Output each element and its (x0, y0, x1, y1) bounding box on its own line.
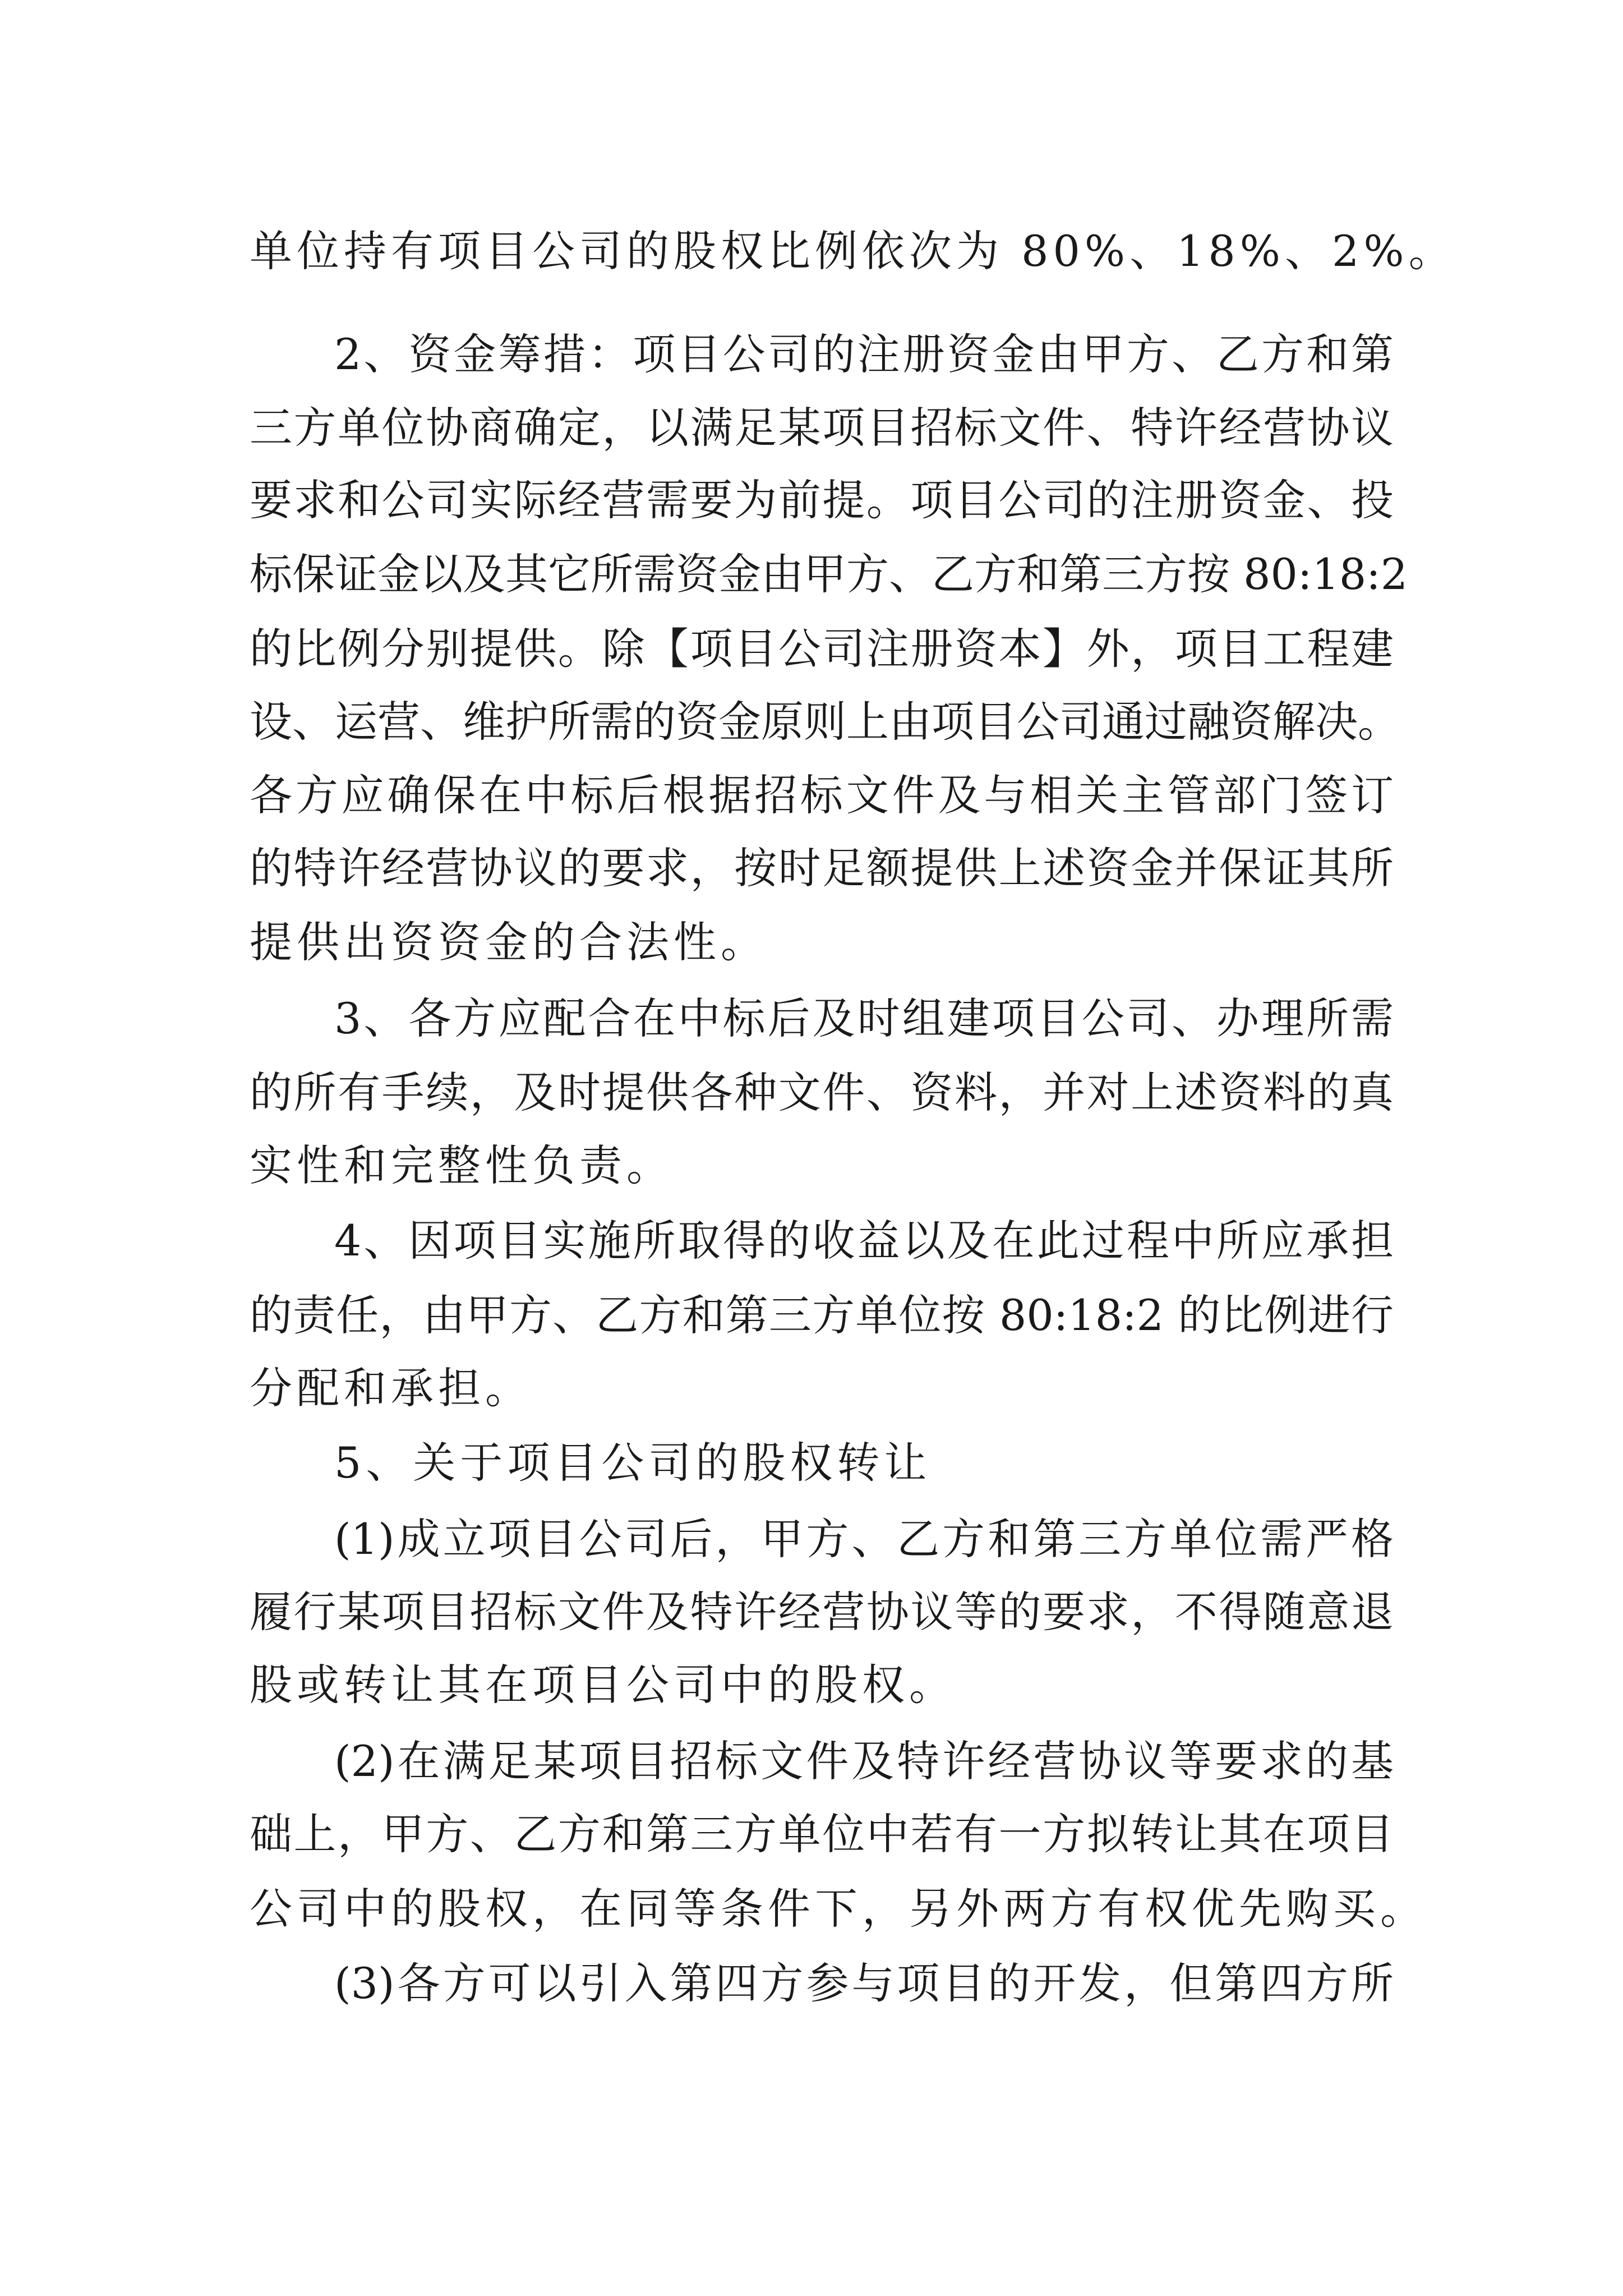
text-line: 各方应确保在中标后根据招标文件及与相关主管部门签订 (250, 770, 1394, 820)
text-line: 的特许经营协议的要求，按时足额提供上述资金并保证其所 (250, 843, 1394, 893)
text-line: 的责任，由甲方、乙方和第三方单位按 80:18:2 的比例进行 (250, 1290, 1394, 1340)
text-line: 设、运营、维护所需的资金原则上由项目公司通过融资解决。 (250, 697, 1400, 747)
text-line: 2、资金筹措：项目公司的注册资金由甲方、乙方和第 (334, 329, 1394, 379)
text-line: 标保证金以及其它所需资金由甲方、乙方和第三方按 80:18:2 (250, 549, 1408, 599)
text-line: 5、关于项目公司的股权转让 (334, 1438, 932, 1488)
text-line: 三方单位协商确定，以满足某项目招标文件、特许经营协议 (250, 403, 1394, 453)
text-line: (1)成立项目公司后，甲方、乙方和第三方单位需严格 (334, 1514, 1394, 1564)
text-line: 分配和承担。 (250, 1363, 532, 1413)
text-line: 股或转让其在项目公司中的股权。 (250, 1660, 956, 1710)
text-line: 3、各方应配合在中标后及时组建项目公司、办理所需 (334, 993, 1394, 1043)
text-line: 单位持有项目公司的股权比例依次为 80%、18%、2%。 (250, 226, 1456, 276)
text-line: 要求和公司实际经营需要为前提。项目公司的注册资金、投 (250, 475, 1394, 525)
text-line: 履行某项目招标文件及特许经营协议等的要求，不得随意退 (250, 1587, 1394, 1637)
text-line: 础上，甲方、乙方和第三方单位中若有一方拟转让其在项目 (250, 1809, 1394, 1859)
text-line: 实性和完整性负责。 (250, 1140, 674, 1190)
text-line: 公司中的股权，在同等条件下，另外两方有权优先购买。 (250, 1884, 1427, 1934)
text-line: (2)在满足某项目招标文件及特许经营协议等要求的基 (334, 1736, 1394, 1786)
text-line: 4、因项目实施所取得的收益以及在此过程中所应承担 (334, 1216, 1394, 1266)
text-line: 提供出资资金的合法性。 (250, 917, 768, 967)
text-line: (3)各方可以引入第四方参与项目的开发，但第四方所 (334, 1958, 1394, 2008)
text-line: 的所有手续，及时提供各种文件、资料，并对上述资料的真 (250, 1068, 1394, 1117)
text-line: 的比例分别提供。除【项目公司注册资本】外，项目工程建 (250, 624, 1394, 674)
